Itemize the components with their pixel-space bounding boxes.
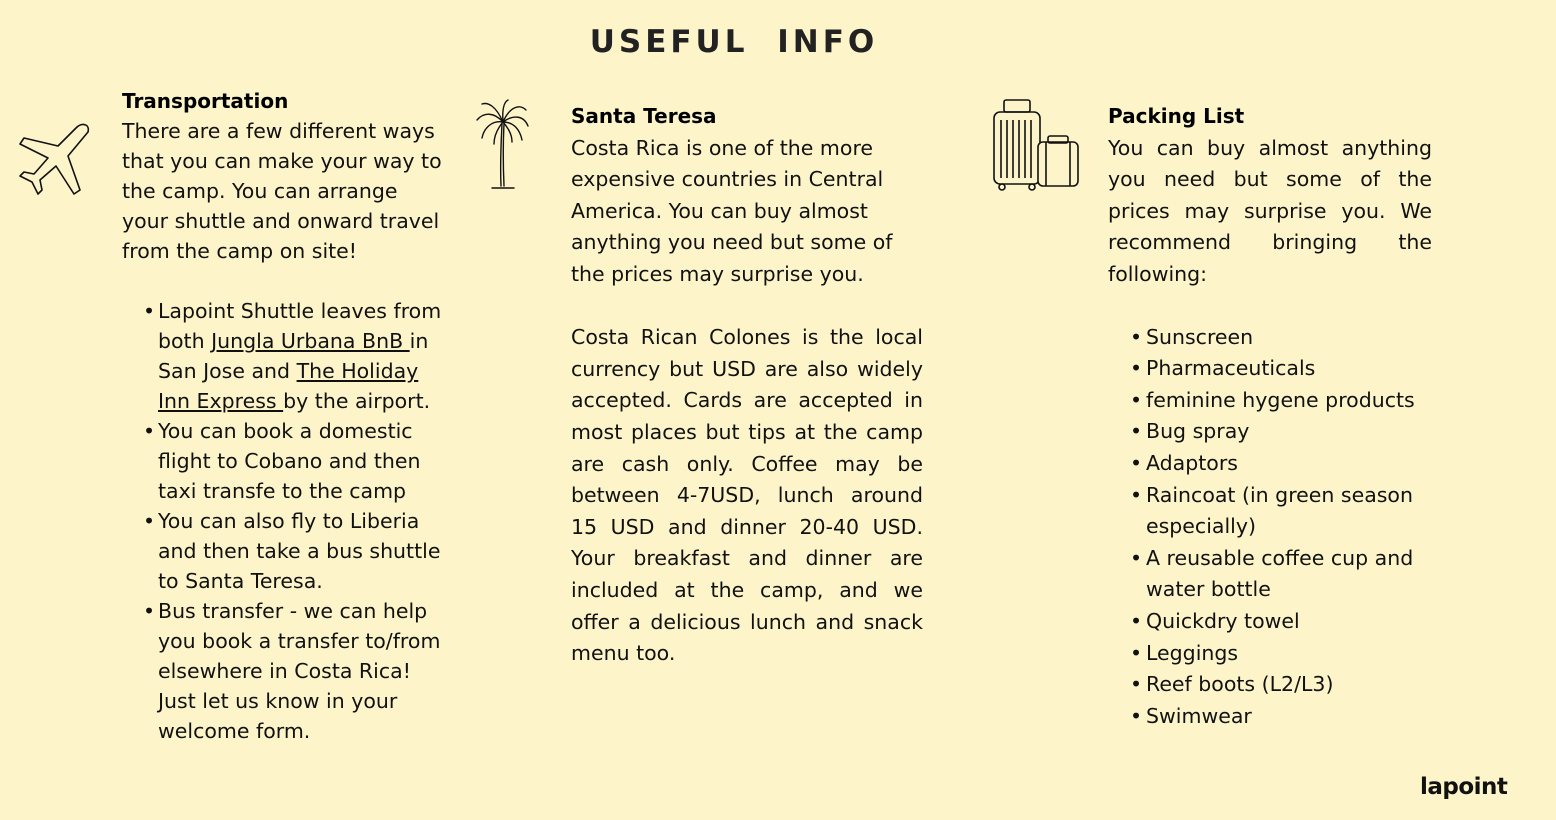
list-item: • Lapoint Shuttle leaves from both Jungla Urbana BnB in San Jose and The Holiday Inn Express by the airport. (144, 296, 450, 416)
luggage-icon (990, 98, 1082, 192)
list-item: • Swimwear (1130, 701, 1432, 733)
transportation-heading: Transportation (122, 89, 289, 113)
transportation-intro: There are a few different ways that you can make your way to the camp. You can arrange your shuttle and onward travel from the camp on site! (122, 119, 442, 263)
page-title: USEFUL INFO (589, 24, 879, 60)
list-item: • feminine hygene products (1130, 385, 1432, 417)
list-item: • Pharmaceuticals (1130, 353, 1432, 385)
packing-list (1130, 322, 1432, 733)
lapoint-logo: lapoint (1420, 774, 1508, 800)
list-item: • Bus transfer - we can help you book a transfer to/from elsewhere in Costa Rica! Just let us know in your welcome form. (144, 596, 450, 746)
list-item: • Leggings (1130, 638, 1432, 670)
list-item: • Raincoat (in green season especially) (1130, 480, 1432, 543)
santa-teresa-paragraph-2: Costa Rican Colones is the local currency but USD are also widely accepted. Cards are accepted in most places but tips at the camp are cash only. Coffee may be between 4-7USD, lunch around 15 USD and dinner 20-40 USD. Your breakfast and dinner are included at the camp, and we offer a delicious lunch and snack menu too. (571, 325, 923, 666)
packing-list-heading: Packing List (1108, 104, 1245, 128)
list-item: • Quickdry towel (1130, 606, 1432, 638)
list-item: • You can also fly to Liberia and then take a bus shuttle to Santa Teresa. (144, 506, 450, 596)
packing-list-intro: You can buy almost anything you need but some of the prices may surprise you. We recommend bringing the following: (1108, 135, 1432, 286)
list-item: • Bug spray (1130, 416, 1432, 448)
transportation-section (122, 86, 450, 746)
holiday-inn-link[interactable]: The Holiday Inn Express (158, 359, 419, 413)
airplane-icon (14, 120, 92, 202)
list-item: • A reusable coffee cup and water bottle (1130, 543, 1432, 606)
transportation-list (144, 296, 450, 746)
list-item: • Sunscreen (1130, 322, 1432, 354)
list-item: • Reef boots (L2/L3) (1130, 669, 1432, 701)
santa-teresa-heading: Santa Teresa (571, 104, 717, 128)
santa-teresa-paragraph-1: Costa Rica is one of the more expensive countries in Central America. You can buy almost anything you need but some of the prices may surprise you. (571, 135, 893, 286)
jungla-urbana-link[interactable]: Jungla Urbana BnB (211, 329, 410, 353)
list-item: • Adaptors (1130, 448, 1432, 480)
packing-list-section (1108, 101, 1432, 732)
santa-teresa-section (571, 101, 923, 670)
palm-tree-icon (474, 98, 530, 192)
list-item: • You can book a domestic flight to Cobano and then taxi transfe to the camp (144, 416, 450, 506)
